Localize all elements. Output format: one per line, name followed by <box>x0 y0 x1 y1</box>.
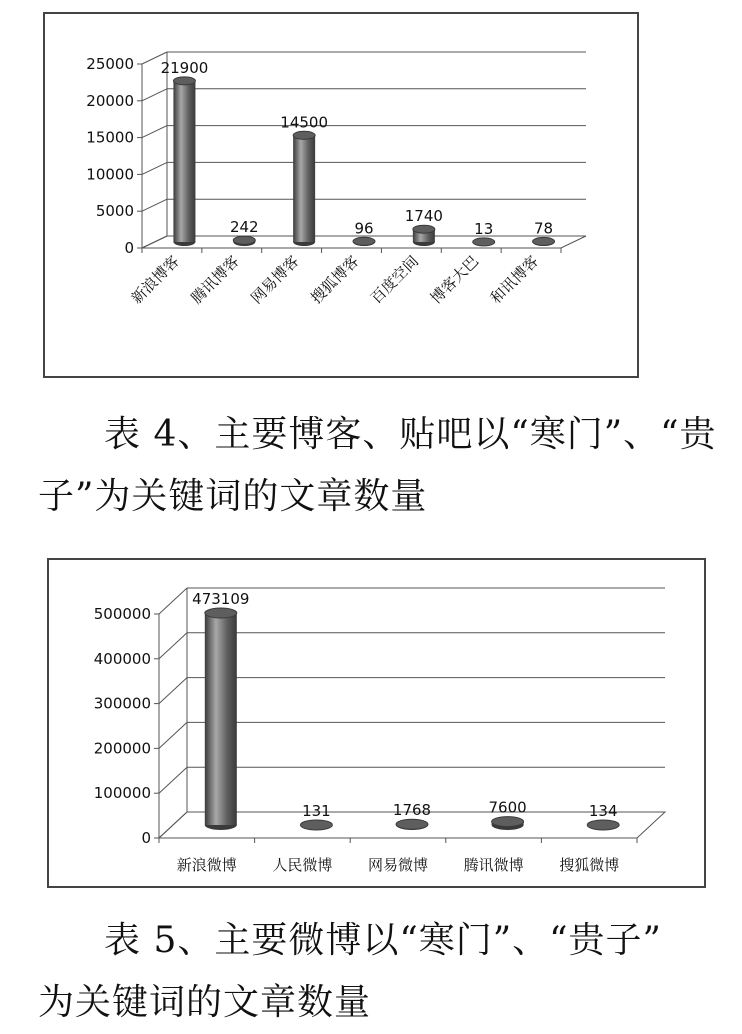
chart-2-side-grid-line <box>159 633 187 659</box>
chart-1-frame <box>43 12 639 378</box>
chart-2-bar <box>205 608 237 830</box>
chart-1-side-grid-line <box>142 89 167 101</box>
chart-1-category-label: 新浪博客 <box>127 252 183 308</box>
caption-5-line-2: 为关键词的文章数量 <box>38 982 372 1023</box>
caption-4-line-1: 表 4、主要博客、贴吧以“寒门”、“贵 <box>104 414 717 455</box>
chart-2-bar-top <box>396 819 428 829</box>
chart-1-bar-body <box>173 81 195 242</box>
chart-1-bar-top <box>233 236 255 244</box>
chart-1-value-label: 96 <box>354 219 374 238</box>
chart-2-ytick-label: 300000 <box>93 694 151 713</box>
chart-1-side-grid-line <box>142 162 167 174</box>
chart-2-bar-top <box>205 608 237 618</box>
chart-2-ytick-label: 200000 <box>93 739 151 758</box>
chart-1-bar-body <box>293 135 315 242</box>
chart-2-value-label: 473109 <box>192 590 250 609</box>
chart-2-ytick-label: 400000 <box>93 649 151 668</box>
chart-1-bar-top <box>293 131 315 139</box>
caption-5-line-1: 表 5、主要微博以“寒门”、“贵子” <box>104 920 662 961</box>
chart-2-bar <box>300 820 332 830</box>
chart-2-category-label: 搜狐微博 <box>559 856 620 874</box>
chart-1-value-label: 1740 <box>404 207 443 226</box>
chart-1-bar-top <box>533 237 555 245</box>
chart-1-category-label: 网易博客 <box>247 252 303 308</box>
chart-1-bar-top <box>173 77 195 85</box>
chart-2-ytick-label: 500000 <box>93 605 151 623</box>
chart-2-bar-top <box>300 820 332 830</box>
chart-1-ytick-label: 0 <box>124 239 134 257</box>
chart-1-value-label: 242 <box>229 218 259 237</box>
chart-2-bar-top <box>492 817 524 827</box>
chart-1-ytick-label: 10000 <box>86 165 134 184</box>
chart-1-side-grid-line <box>142 199 167 211</box>
chart-2-side-grid-line <box>159 722 187 748</box>
chart-2-frame <box>47 558 706 888</box>
chart-2-value-label: 1768 <box>392 801 432 820</box>
chart-2-side-grid-line <box>159 588 187 614</box>
chart-1-ytick-label: 15000 <box>86 128 134 147</box>
chart-1-category-label: 腾讯博客 <box>187 252 243 308</box>
chart-2-bar <box>587 820 619 830</box>
chart-1-value-label: 13 <box>474 219 494 238</box>
chart-1-bar <box>173 77 195 246</box>
chart-2-side-grid-line <box>159 678 187 704</box>
chart-2-category-label: 新浪微博 <box>176 856 237 874</box>
caption-table-4 <box>0 404 742 528</box>
chart-1-side-grid-line <box>142 126 167 138</box>
chart-1-value-label: 78 <box>534 219 554 238</box>
chart-2-category-label: 腾讯微博 <box>463 856 524 874</box>
chart-1-category-label: 博客大巴 <box>426 252 483 308</box>
chart-2-ytick-label: 0 <box>141 829 151 847</box>
chart-1-bar-top <box>473 238 495 246</box>
chart-2-plot <box>49 560 708 890</box>
chart-1-bar-top <box>413 225 435 233</box>
caption-table-5 <box>0 910 742 1034</box>
chart-2-ytick-label: 100000 <box>93 784 151 803</box>
chart-2-category-label: 人民微博 <box>272 856 333 874</box>
chart-2-bar-top <box>587 820 619 830</box>
chart-2-bar <box>396 819 428 830</box>
chart-1-bar <box>293 131 315 246</box>
chart-1-value-label: 21900 <box>160 58 209 77</box>
chart-1-bar-top <box>353 237 375 245</box>
chart-1-bar <box>233 236 255 246</box>
chart-1-bar <box>413 225 435 246</box>
chart-1-bar <box>533 237 555 246</box>
chart-1-category-label: 和讯博客 <box>486 252 542 308</box>
chart-1-plot <box>45 14 641 380</box>
chart-2-bar-body <box>205 613 237 825</box>
chart-2-bar <box>492 817 524 830</box>
chart-1-ytick-label: 5000 <box>95 202 134 221</box>
chart-2-value-label: 7600 <box>488 798 527 817</box>
chart-1-ytick-label: 20000 <box>86 91 134 110</box>
chart-1-bar <box>473 238 495 246</box>
chart-2-value-label: 134 <box>588 801 618 820</box>
caption-4-line-2: 子”为关键词的文章数量 <box>38 476 428 517</box>
chart-1-category-label: 搜狐博客 <box>307 252 363 308</box>
chart-1-category-label: 百度空间 <box>367 252 423 308</box>
chart-1-value-label: 14500 <box>280 113 329 132</box>
chart-1-bar <box>353 237 375 246</box>
chart-2-category-label: 网易微博 <box>367 856 429 874</box>
chart-2-value-label: 131 <box>302 801 331 820</box>
chart-1-ytick-label: 25000 <box>86 55 134 73</box>
chart-2-side-grid-line <box>159 767 187 793</box>
